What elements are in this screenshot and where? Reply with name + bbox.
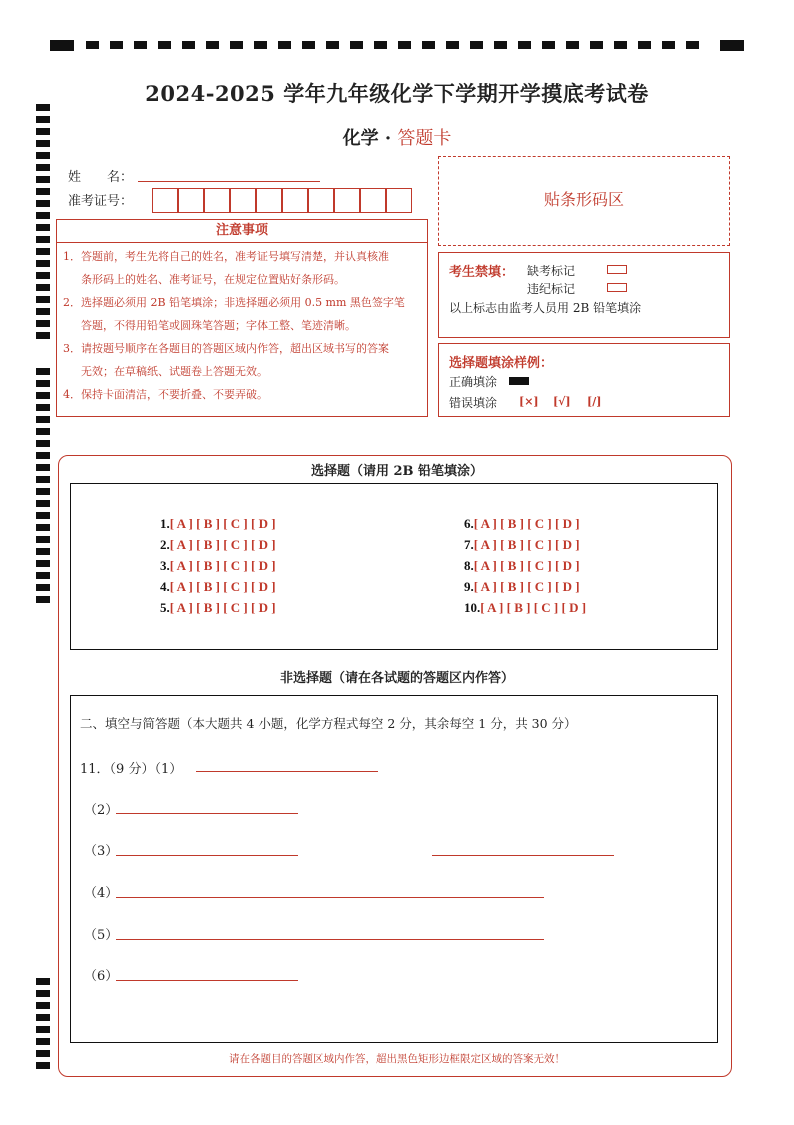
timing-mark [254, 41, 267, 49]
timing-mark [36, 272, 50, 279]
id-digit-box[interactable] [230, 188, 256, 213]
notes-item: 1．答题前，考生先将自己的姓名，准考证号填写清楚，并认真核准 [63, 250, 389, 263]
timing-mark [374, 41, 387, 49]
sub-label-2: （2） [84, 803, 119, 818]
timing-mark [36, 212, 50, 219]
notes-item: 2．选择题必须用 2B 铅笔填涂；非选择题必须用 0.5 mm 黑色签字笔 [63, 296, 405, 309]
nonmc-box [70, 695, 718, 1043]
timing-mark [134, 41, 147, 49]
violation-mark-box[interactable] [607, 283, 627, 292]
id-digit-box[interactable] [386, 188, 412, 213]
mc-options[interactable]: [ A ] [ B ] [ C ] [ D ] [169, 537, 276, 552]
answer-line-q11-3a[interactable] [116, 855, 298, 856]
timing-mark [86, 41, 99, 49]
notes-item: 答题，不得用铅笔或圆珠笔答题；字体工整、笔迹清晰。 [81, 319, 356, 332]
timing-mark [36, 990, 50, 997]
timing-mark [36, 512, 50, 519]
notes-panel [56, 219, 428, 417]
answer-line-q11-4[interactable] [116, 897, 544, 898]
question-number: 4. [160, 579, 170, 594]
forbidden-note: 以上标志由监考人员用 2B 铅笔填涂 [449, 301, 642, 315]
timing-mark [446, 41, 459, 49]
barcode-label: 贴条形码区 [543, 190, 624, 209]
forbidden-panel [438, 252, 730, 338]
timing-mark [36, 428, 50, 435]
timing-mark [36, 332, 50, 339]
timing-mark [36, 368, 50, 375]
subtitle-subject: 化学 · [342, 128, 398, 149]
timing-mark [36, 596, 50, 603]
question-number: 5. [160, 600, 170, 615]
exam-title: 2024-2025 学年九年级化学下学期开学摸底考试卷 [145, 81, 649, 106]
answer-line-q11-6[interactable] [116, 980, 298, 981]
timing-mark [36, 548, 50, 555]
part-two-title: 二、填空与简答题（本大题共 4 小题，化学方程式每空 2 分，其余每空 1 分，共 30 分） [80, 716, 577, 731]
id-digit-box[interactable] [360, 188, 386, 213]
timing-mark [36, 296, 50, 303]
timing-mark [36, 978, 50, 985]
timing-mark [36, 392, 50, 399]
id-digit-box[interactable] [256, 188, 282, 213]
wrong-fill-label: 错误填涂 [449, 396, 498, 410]
timing-mark [542, 41, 555, 49]
name-label: 姓 名： [68, 170, 134, 185]
timing-mark [36, 260, 50, 267]
answer-line-q11-2[interactable] [116, 813, 298, 814]
timing-mark [36, 1026, 50, 1033]
mc-question-row[interactable] [160, 579, 276, 595]
timing-mark [36, 500, 50, 507]
forbidden-title: 考生禁填： [449, 265, 515, 280]
notes-title: 注意事项 [57, 220, 427, 243]
timing-mark [720, 40, 744, 51]
timing-mark [36, 308, 50, 315]
question-number: 10. [464, 600, 481, 615]
subtitle-card: 答题卡 [397, 128, 452, 149]
timing-mark [36, 200, 50, 207]
timing-mark [36, 176, 50, 183]
mc-options[interactable]: [ A ] [ B ] [ C ] [ D ] [169, 600, 276, 615]
timing-mark [36, 452, 50, 459]
question-number: 6. [464, 516, 474, 531]
timing-mark [638, 41, 651, 49]
timing-mark [36, 536, 50, 543]
mc-question-row[interactable] [464, 600, 586, 616]
timing-mark [686, 41, 699, 49]
timing-mark [158, 41, 171, 49]
timing-mark [36, 416, 50, 423]
q11-label: 11．（9 分）（1） [80, 762, 183, 777]
sub-label-3: （3） [84, 844, 119, 859]
id-label: 准考证号： [68, 194, 134, 209]
id-digit-box[interactable] [178, 188, 204, 213]
timing-mark [566, 41, 579, 49]
timing-mark [36, 236, 50, 243]
id-digit-box[interactable] [308, 188, 334, 213]
mc-question-row[interactable] [160, 600, 276, 616]
timing-mark [36, 152, 50, 159]
timing-mark [36, 116, 50, 123]
footer-warning: 请在各题目的答题区域内作答，超出黑色矩形边框限定区域的答案无效！ [229, 1053, 565, 1065]
timing-mark [36, 380, 50, 387]
timing-mark [350, 41, 363, 49]
timing-mark [36, 248, 50, 255]
timing-mark [590, 41, 603, 49]
timing-mark [36, 164, 50, 171]
timing-mark [518, 41, 531, 49]
wrong-mark-slash: [/] [587, 395, 602, 408]
timing-mark [36, 524, 50, 531]
mc-options[interactable]: [ A ] [ B ] [ C ] [ D ] [169, 516, 276, 531]
mc-question-row[interactable] [464, 579, 580, 595]
timing-mark [36, 1014, 50, 1021]
mc-question-row[interactable] [464, 537, 580, 553]
mc-question-row[interactable] [464, 516, 580, 532]
sub-label-5: （5） [84, 928, 119, 943]
timing-mark [36, 584, 50, 591]
timing-mark [36, 404, 50, 411]
mc-question-row[interactable] [160, 537, 276, 553]
fill-example-panel [438, 343, 730, 417]
mc-options[interactable]: [ A ] [ B ] [ C ] [ D ] [169, 579, 276, 594]
correct-fill-sample [509, 377, 529, 385]
timing-mark [614, 41, 627, 49]
answer-line-q11-1[interactable] [196, 771, 378, 772]
sub-label-4: （4） [84, 886, 119, 901]
timing-mark [278, 41, 291, 49]
wrong-mark-check: [√] [553, 395, 571, 408]
timing-mark [36, 224, 50, 231]
notes-item: 4．保持卡面清洁，不要折叠、不要弄破。 [63, 388, 268, 401]
question-number: 9. [464, 579, 474, 594]
question-number: 8. [464, 558, 474, 573]
mc-options[interactable]: [ A ] [ B ] [ C ] [ D ] [473, 537, 580, 552]
question-number: 3. [160, 558, 170, 573]
timing-mark [36, 440, 50, 447]
answer-line-q11-5[interactable] [116, 939, 544, 940]
id-digit-box[interactable] [282, 188, 308, 213]
mc-options[interactable]: [ A ] [ B ] [ C ] [ D ] [480, 600, 587, 615]
timing-mark [470, 41, 483, 49]
card-subtitle [0, 124, 794, 150]
timing-mark [206, 41, 219, 49]
wrong-mark-x: [×] [519, 395, 539, 408]
id-digit-box[interactable] [204, 188, 230, 213]
id-digit-box[interactable] [334, 188, 360, 213]
timing-mark [36, 320, 50, 327]
timing-mark [36, 284, 50, 291]
timing-mark [230, 41, 243, 49]
timing-mark [36, 560, 50, 567]
mc-options[interactable]: [ A ] [ B ] [ C ] [ D ] [473, 516, 580, 531]
timing-mark [50, 40, 74, 51]
notes-item: 条形码上的姓名、准考证号，在规定位置贴好条形码。 [81, 273, 345, 286]
timing-mark [110, 41, 123, 49]
mc-options[interactable]: [ A ] [ B ] [ C ] [ D ] [473, 558, 580, 573]
timing-mark [662, 41, 675, 49]
mc-question-row[interactable] [464, 558, 580, 574]
notes-item: 3．请按题号顺序在各题目的答题区域内作答，超出区域书写的答案 [63, 342, 389, 355]
timing-mark [36, 1038, 50, 1045]
correct-fill-label: 正确填涂 [449, 375, 498, 389]
barcode-area [438, 156, 730, 246]
timing-mark [182, 41, 195, 49]
question-number: 7. [464, 537, 474, 552]
name-input-line[interactable] [138, 181, 320, 182]
question-number: 1. [160, 516, 170, 531]
timing-mark [36, 488, 50, 495]
timing-mark [36, 1002, 50, 1009]
fill-example-title: 选择题填涂样例： [449, 356, 554, 371]
answer-line-q11-3b[interactable] [432, 855, 614, 856]
id-digit-box[interactable] [152, 188, 178, 213]
absent-mark-box[interactable] [607, 265, 627, 274]
absent-label: 缺考标记 [527, 264, 576, 278]
notes-item: 无效；在草稿纸、试题卷上答题无效。 [81, 365, 268, 378]
timing-mark [36, 572, 50, 579]
mc-question-row[interactable] [160, 558, 276, 574]
mc-options[interactable]: [ A ] [ B ] [ C ] [ D ] [473, 579, 580, 594]
mc-question-row[interactable] [160, 516, 276, 532]
timing-mark [36, 188, 50, 195]
question-number: 2. [160, 537, 170, 552]
sub-label-6: （6） [84, 969, 119, 984]
mc-options[interactable]: [ A ] [ B ] [ C ] [ D ] [169, 558, 276, 573]
timing-mark [326, 41, 339, 49]
nonmc-section-title: 非选择题（请在各试题的答题区内作答） [279, 671, 514, 686]
timing-mark [302, 41, 315, 49]
mc-section-title: 选择题（请用 2B 铅笔填涂） [310, 464, 484, 479]
timing-mark [398, 41, 411, 49]
timing-mark [422, 41, 435, 49]
timing-mark [494, 41, 507, 49]
violation-label: 违纪标记 [527, 282, 576, 296]
